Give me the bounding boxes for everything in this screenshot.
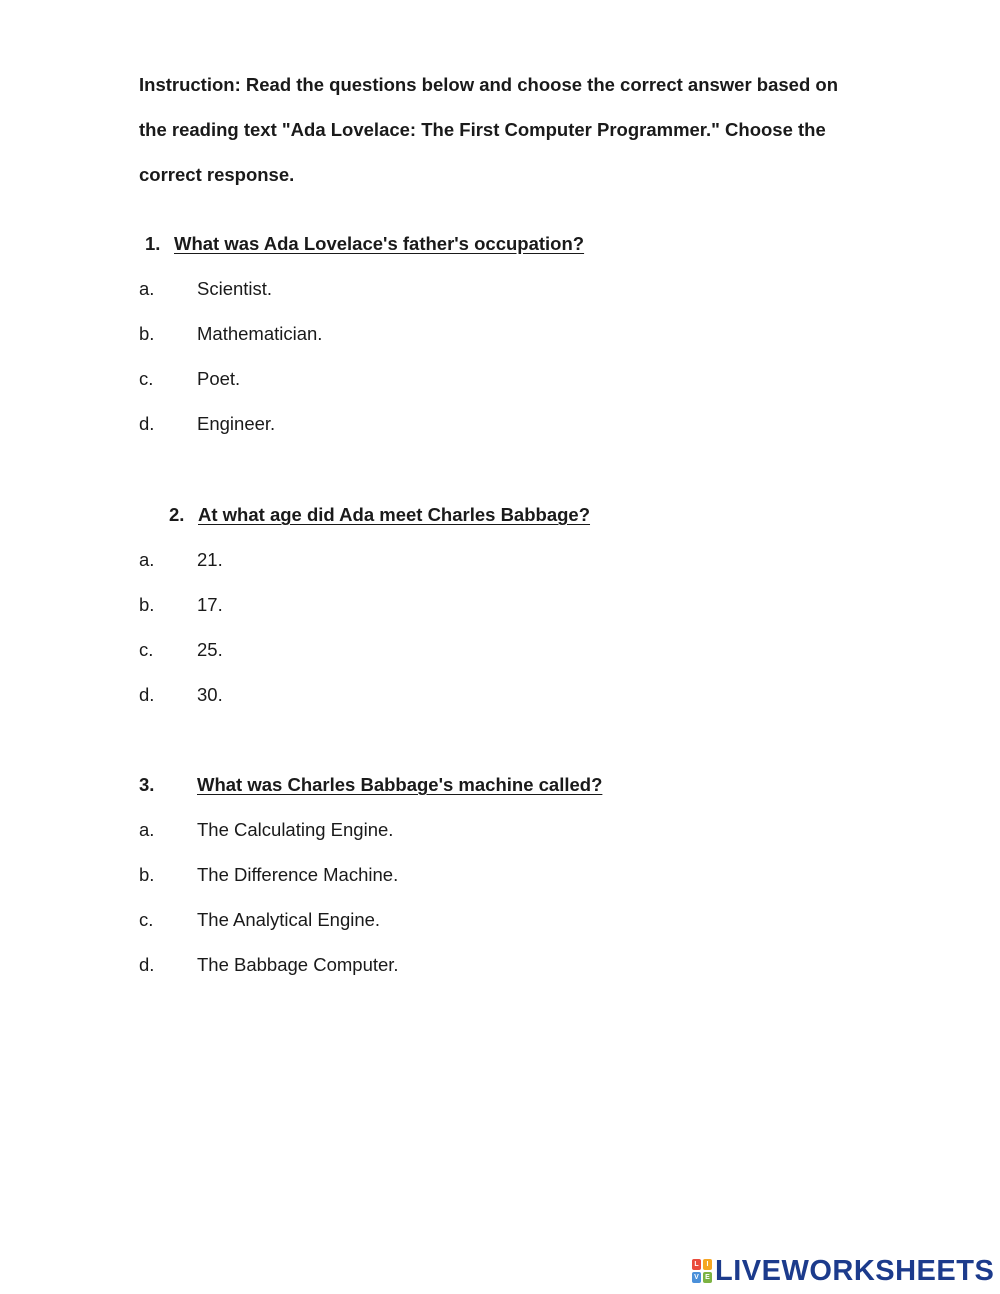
option-text: The Analytical Engine.	[197, 909, 381, 930]
option-2d[interactable]	[139, 683, 223, 707]
option-text: Engineer.	[197, 413, 276, 434]
logo-mark-icon	[692, 1259, 712, 1283]
option-1d[interactable]	[139, 412, 275, 436]
option-letter: c.	[139, 639, 154, 660]
option-1c[interactable]	[139, 367, 240, 391]
option-3d[interactable]	[139, 953, 399, 977]
option-text: The Difference Machine.	[197, 864, 399, 885]
question-text: What was Charles Babbage's machine called?	[197, 774, 603, 795]
option-letter: a.	[139, 549, 155, 570]
logo-mark-tile: I	[703, 1259, 712, 1270]
option-text: 21.	[197, 549, 223, 570]
logo-text: LIVEWORKSHEETS	[715, 1254, 995, 1287]
option-letter: d.	[139, 413, 155, 434]
question-number: 3.	[139, 774, 155, 795]
logo-mark-tile: V	[692, 1272, 701, 1283]
option-1b[interactable]	[139, 322, 322, 346]
question-text: At what age did Ada meet Charles Babbage?	[198, 504, 591, 525]
question-3-title	[139, 773, 602, 797]
liveworksheets-logo	[692, 1254, 994, 1288]
question-1-title	[145, 232, 584, 256]
option-text: The Babbage Computer.	[197, 954, 399, 975]
option-3a[interactable]	[139, 818, 393, 842]
question-text: What was Ada Lovelace's father's occupation?	[174, 233, 585, 254]
option-text: The Calculating Engine.	[197, 819, 394, 840]
option-letter: a.	[139, 278, 155, 299]
option-3c[interactable]	[139, 908, 380, 932]
option-letter: d.	[139, 684, 155, 705]
option-letter: b.	[139, 323, 155, 344]
option-2c[interactable]	[139, 638, 223, 662]
logo-mark-tile: L	[692, 1259, 701, 1270]
option-3b[interactable]	[139, 863, 398, 887]
instruction-text: Instruction: Read the questions below and choose the correct answer based on the reading text "Ada Lovelace: The First Computer Programmer." Choose the correct response.	[139, 74, 839, 185]
option-letter: b.	[139, 864, 155, 885]
option-text: Scientist.	[197, 278, 273, 299]
question-number: 2.	[169, 504, 185, 525]
option-text: 25.	[197, 639, 223, 660]
option-text: 30.	[197, 684, 223, 705]
option-text: Mathematician.	[197, 323, 323, 344]
option-letter: c.	[139, 909, 154, 930]
option-2a[interactable]	[139, 548, 223, 572]
question-number: 1.	[145, 233, 161, 254]
option-letter: a.	[139, 819, 155, 840]
option-letter: d.	[139, 954, 155, 975]
option-letter: c.	[139, 368, 154, 389]
logo-mark-tile: E	[703, 1272, 712, 1283]
option-1a[interactable]	[139, 277, 272, 301]
option-text: Poet.	[197, 368, 241, 389]
option-text: 17.	[197, 594, 223, 615]
option-letter: b.	[139, 594, 155, 615]
option-2b[interactable]	[139, 593, 223, 617]
question-2-title	[169, 503, 590, 527]
